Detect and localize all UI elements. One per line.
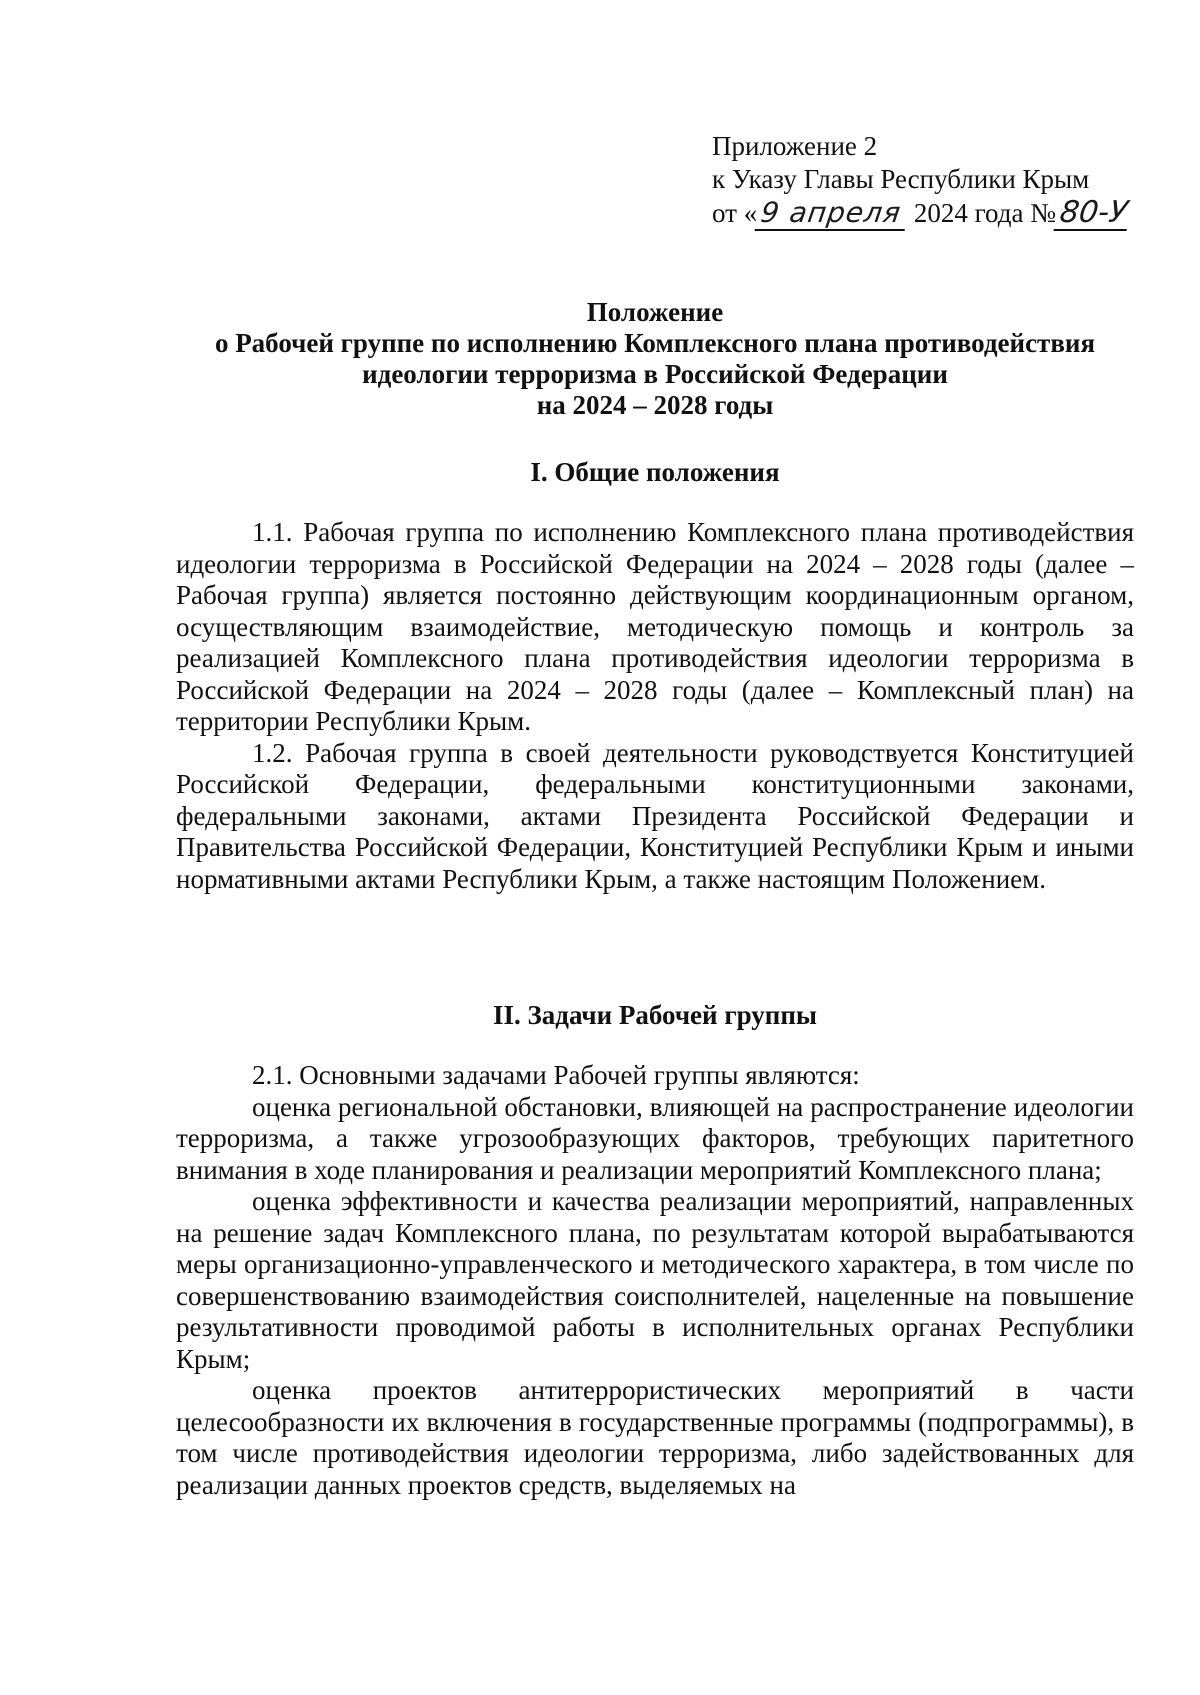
paragraph-1-1: 1.1. Рабочая группа по исполнению Комплексного плана противодействия идеологии терроризма в Российской Федерации на 2024 – 2028 годы (далее – Рабочая группа) является постоянно действующим координационным органом, осуществляющим взаимодействие, методическую помощь и контроль за реализацией Комплексного плана противодействия идеологии терроризма в Российской Федерации на 2024 – 2028 годы (далее – Комплексный план) на территории Республики Крым.: [176, 517, 1134, 736]
appendix-number: Приложение 2: [712, 131, 878, 161]
handwritten-date: 9 апреля: [755, 196, 910, 231]
section-1-body: [176, 517, 1134, 895]
paragraph-1-2: 1.2. Рабочая группа в своей деятельности руководствуется Конституцией Российской Федерации, федеральными конституционными законами, федеральными законами, актами Президента Российской Федерации и Правительства Российской Федерации, Конституцией Республики Крым и иными нормативными актами Республики Крым, а также настоящим Положением.: [176, 737, 1134, 894]
task-item-3: оценка проектов антитеррористических мероприятий в части целесообразности их включения в государственные программы (подпрограммы), в том числе противодействия идеологии терроризма, либо задействованных для реализации данных проектов средств, выделяемых на: [176, 1375, 1134, 1500]
appendix-reference: к Указу Главы Республики Крым: [712, 164, 1090, 194]
document-title: [176, 297, 1134, 421]
appendix-header: [712, 130, 1152, 231]
title-line-3: идеологии терроризма в Российской Федерации: [362, 359, 948, 389]
title-line-2: о Рабочей группе по исполнению Комплексного плана противодействия: [214, 328, 1096, 358]
handwritten-number: 80-У: [1054, 196, 1132, 231]
task-item-2: оценка эффективности и качества реализации мероприятий, направленных на решение задач Комплексного плана, по результатам которой вырабатываются меры организационно-управленческого и методического характера, в том числе по совершенствованию взаимодействия соисполнителей, нацеленные на повышение результативности проводимой работы в исполнительных органах Республики Крым;: [176, 1186, 1134, 1374]
section-2-heading: II. Задачи Рабочей группы: [493, 1000, 817, 1030]
section-1-heading: I. Общие положения: [530, 457, 780, 487]
task-item-1: оценка региональной обстановки, влияющей на распространение идеологии терроризма, а также угрозообразующих факторов, требующих паритетного внимания в ходе планирования и реализации мероприятий Комплексного плана;: [176, 1091, 1134, 1185]
date-suffix: 2024 года №: [907, 198, 1056, 228]
section-2-body: [176, 1060, 1134, 1501]
title-line-4: на 2024 – 2028 годы: [536, 390, 774, 420]
appendix-date-line: [712, 196, 1152, 231]
date-prefix: от «: [712, 198, 758, 228]
title-line-1: Положение: [586, 297, 724, 327]
paragraph-2-1: 2.1. Основными задачами Рабочей группы являются:: [252, 1060, 860, 1090]
